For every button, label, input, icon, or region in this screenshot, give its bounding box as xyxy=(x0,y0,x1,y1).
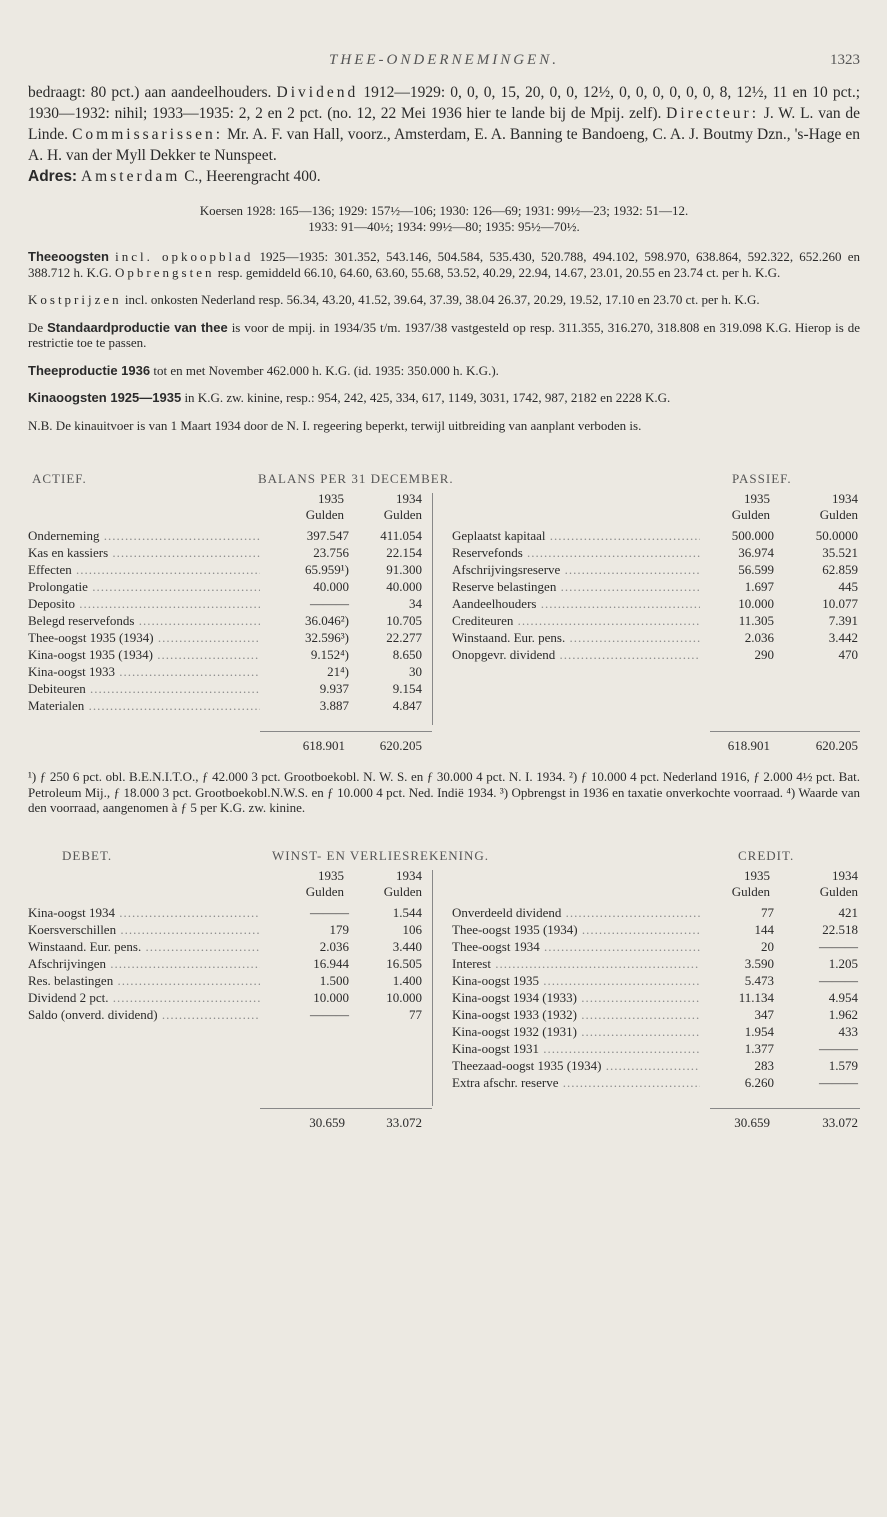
table-row xyxy=(28,1006,860,1023)
row-value-1934: 445 xyxy=(838,579,858,594)
row-value-1934: 1.205 xyxy=(828,955,858,971)
nb-paragraph: N.B. De kinauitvoer is van 1 Maart 1934 door de N. I. regeering beperkt, terwijl uitbreiding van aanplant verboden is. xyxy=(28,417,642,433)
row-label: Onderneming ..... xyxy=(28,527,276,544)
balans-left-col1-header xyxy=(284,491,344,523)
theeoogsten-paragraph xyxy=(28,249,860,280)
row-value-1935: 3.590 xyxy=(708,955,774,972)
winst-right-total-rule xyxy=(710,1108,860,1109)
row-value-1934: 4.847 xyxy=(392,698,422,713)
winst-right-col2-header xyxy=(790,868,858,900)
row-value-1935: 347 xyxy=(708,1006,774,1023)
row-value-1935: 9.937 xyxy=(260,680,349,697)
unit-label: Gulden xyxy=(731,883,770,899)
row-value-1935: 40.000 xyxy=(260,578,349,595)
theeoogsten-incl: incl. opkoopblad xyxy=(115,249,254,264)
balans-right-total-rule xyxy=(710,731,860,732)
row-value-1935: 500.000 xyxy=(708,527,774,544)
koersen-line-2: 1933: 91—40½; 1934: 99½—80; 1935: 95½—70½. xyxy=(308,219,580,234)
row-label: Materialen ..... xyxy=(28,697,276,714)
row-value-1935: 16.944 xyxy=(260,955,349,972)
dividend-text: 1912—1929: 0, 0, 0, 15, 20, 0, 0, 12½, 0, 0, 0, 0, 0, 0, 8, 12½, 11 en 10 pct.; 1930—1932: nihil; 1933—1935: 2, 2 en 2 pct. (no. 12, 22 Mei 1936 hier te lande bij de Mpij. zelf). xyxy=(28,84,860,122)
year-label: 1934 xyxy=(832,491,858,506)
balans-left-total-rule xyxy=(260,731,432,732)
row-value-1935: 20 xyxy=(708,938,774,955)
winst-section xyxy=(28,848,860,1134)
balans-right-title: PASSIEF. xyxy=(732,471,792,486)
row-value-1935: 179 xyxy=(260,921,349,938)
total-value: 30.659 xyxy=(734,1114,770,1130)
row-value-1935: 144 xyxy=(708,921,774,938)
row-label: Kina-oogst 1932 (1931) ..... xyxy=(452,1023,700,1040)
row-value-1935: 21⁴) xyxy=(260,663,349,680)
page xyxy=(28,52,860,1134)
intro-section xyxy=(28,82,860,187)
table-row xyxy=(28,1023,860,1040)
table-row xyxy=(28,663,860,680)
dividend-paragraph xyxy=(28,82,860,166)
row-value-1935: 65.959¹) xyxy=(260,561,349,578)
row-value-1935: 5.473 xyxy=(708,972,774,989)
table-row xyxy=(28,527,860,544)
row-label: Thee-oogst 1935 (1934) ..... xyxy=(28,629,276,646)
winst-left-col1-header xyxy=(284,868,344,900)
row-value-1934: 50.0000 xyxy=(815,528,858,543)
balans-left-total xyxy=(260,737,432,754)
row-label: Deposito ..... xyxy=(28,595,276,612)
row-value-1934: 7.391 xyxy=(828,613,858,628)
row-value-1934: 30 xyxy=(409,664,422,679)
winst-right-title: CREDIT. xyxy=(738,847,795,863)
row-value-1934: 421 xyxy=(838,904,858,920)
row-value-1935: 9.152⁴) xyxy=(260,646,349,663)
unit-label: Gulden xyxy=(305,507,344,522)
winst-left-title: DEBET. xyxy=(62,847,113,863)
row-value-1934: 22.518 xyxy=(822,921,858,937)
commissarissen-label: Commissarissen: xyxy=(72,126,224,143)
balans-footnote: ¹) ƒ 250 6 pct. obl. B.E.N.I.T.O., ƒ 42.000 3 pct. Grootboekobl. N. W. S. en ƒ 30.000 4 pct. N. I. 1934. ²) ƒ 10.000 4 pct. Nederland 1916, ƒ 2.000 4½ pct. Bat. Petroleum Mij., ƒ 18.000 3 pct. Grootboekobl.N.W.S. en ƒ 10.000 4 pct. Ned. Indië 1934. ³) Opbrengst in 1936 en taxatie onverkochte voorraad. ⁴) Waarde van den voorraad, aangenomen à ƒ 5 per K.G. zw. kinine. xyxy=(28,769,860,815)
year-label: 1934 xyxy=(832,867,858,883)
balans-right-col1-header xyxy=(708,491,770,523)
theeoogsten-label: Theeoogsten xyxy=(28,249,109,264)
row-label: Prolongatie ..... xyxy=(28,578,276,595)
year-label: 1935 xyxy=(318,491,344,506)
row-value-1935: ——— xyxy=(260,595,349,612)
kinaoogsten-paragraph xyxy=(28,390,860,406)
row-value-1935: 1.954 xyxy=(708,1023,774,1040)
balans-table xyxy=(28,491,860,759)
total-value: 618.901 xyxy=(727,738,770,753)
directeur-label: Directeur: xyxy=(666,105,759,122)
winst-left-col2-header xyxy=(362,868,422,900)
winst-right-total xyxy=(708,1114,860,1131)
standaard-paragraph xyxy=(28,320,860,351)
unit-label: Gulden xyxy=(819,507,858,522)
kostprijzen-text: incl. onkosten Nederland resp. 56.34, 43.20, 41.52, 39.64, 37.39, 38.04 26.37, 20.29, 19.52, 17.10 en 23.70 ct. per h. K.G. xyxy=(124,292,760,307)
theeproductie-label: Theeproductie 1936 xyxy=(28,362,151,378)
year-label: 1934 xyxy=(396,867,422,883)
directeur-text: J. W. L. van de Linde. xyxy=(28,105,861,143)
unit-label: Gulden xyxy=(731,507,770,522)
kostprijzen-paragraph xyxy=(28,292,860,308)
table-row xyxy=(28,1057,860,1074)
year-label: 1935 xyxy=(744,867,770,883)
kostprijzen-label: Kostprijzen xyxy=(28,292,122,307)
balans-right-total xyxy=(708,737,860,754)
row-value-1934: ——— xyxy=(819,972,858,988)
row-value-1934: 34 xyxy=(409,596,422,611)
row-value-1935: 290 xyxy=(708,646,774,663)
table-row xyxy=(28,646,860,663)
table-row xyxy=(28,629,860,646)
row-label: Kas en kassiers ..... xyxy=(28,544,276,561)
unit-label: Gulden xyxy=(305,883,344,899)
balans-left-title: ACTIEF. xyxy=(32,471,87,486)
row-label: Debiteuren ..... xyxy=(28,680,276,697)
row-label: Aandeelhouders ..... xyxy=(452,595,700,612)
table-row xyxy=(28,680,860,697)
koersen-line-1: Koersen 1928: 165—136; 1929: 157½—106; 1930: 126—69; 1931: 99½—23; 1932: 51—12. xyxy=(199,203,689,218)
kinaoogsten-text: in K.G. zw. kinine, resp.: 954, 242, 425, 334, 617, 1149, 3031, 1742, 987, 2182 en 2228 K.G. xyxy=(184,390,671,405)
row-value-1934: ——— xyxy=(819,938,858,954)
adres-city: Amsterdam xyxy=(80,168,181,185)
row-value-1934: 1.579 xyxy=(828,1057,858,1073)
year-label: 1934 xyxy=(396,491,422,506)
table-row xyxy=(28,972,860,989)
row-label: Effecten ..... xyxy=(28,561,276,578)
row-value-1935: 2.036 xyxy=(260,938,349,955)
row-value-1934: 1.544 xyxy=(392,904,422,920)
row-value-1935: 1.500 xyxy=(260,972,349,989)
row-value-1934: 35.521 xyxy=(822,545,858,560)
page-number: 1323 xyxy=(830,52,860,68)
winst-left-total-rule xyxy=(260,1108,432,1109)
balans-left-col2-header xyxy=(362,491,422,523)
row-label: Onopgevr. dividend ..... xyxy=(452,646,700,663)
total-value: 33.072 xyxy=(386,1114,422,1130)
running-head xyxy=(28,52,860,82)
winst-title: WINST- EN VERLIESREKENING. xyxy=(272,847,490,863)
winst-header xyxy=(28,848,860,868)
row-value-1935: ——— xyxy=(260,904,349,921)
row-label: Kina-oogst 1935 (1934) ..... xyxy=(28,646,276,663)
row-value-1934: 8.650 xyxy=(392,647,422,662)
total-value: 30.659 xyxy=(309,1114,345,1130)
year-label: 1935 xyxy=(744,491,770,506)
row-label: Dividend 2 pct. ..... xyxy=(28,989,276,1006)
table-row xyxy=(28,561,860,578)
table-row xyxy=(28,938,860,955)
row-value-1935: 32.596³) xyxy=(260,629,349,646)
row-value-1934: 3.440 xyxy=(392,938,422,954)
standaard-pre: De xyxy=(28,319,44,335)
row-label: Reserve belastingen ..... xyxy=(452,578,700,595)
table-row xyxy=(28,1074,860,1091)
row-value-1935: 56.599 xyxy=(708,561,774,578)
row-label: Kina-oogst 1933 (1932) ..... xyxy=(452,1006,700,1023)
row-value-1934: 10.000 xyxy=(386,989,422,1005)
row-value-1935: 2.036 xyxy=(708,629,774,646)
total-value: 620.205 xyxy=(815,738,858,753)
row-value-1935: 11.134 xyxy=(708,989,774,1006)
row-value-1934: 106 xyxy=(402,921,422,937)
row-value-1935: 283 xyxy=(708,1057,774,1074)
adres-text: C., Heerengracht 400. xyxy=(184,168,321,185)
row-value-1934: 22.277 xyxy=(386,630,422,645)
row-label: Kina-oogst 1935 ..... xyxy=(452,972,700,989)
row-value-1934: 40.000 xyxy=(386,579,422,594)
row-value-1934: 4.954 xyxy=(828,989,858,1005)
row-value-1934: 3.442 xyxy=(828,630,858,645)
row-label: Afschrijvingen ..... xyxy=(28,955,276,972)
row-label: Theezaad-oogst 1935 (1934) ..... xyxy=(452,1057,700,1074)
row-label: Koersverschillen ..... xyxy=(28,921,276,938)
opbrengsten-text: resp. gemiddeld 66.10, 64.60, 63.60, 55.68, 53.52, 40.29, 22.94, 14.67, 23.01, 20.55 en 23.74 ct. per h. K.G. xyxy=(217,264,781,280)
table-row xyxy=(28,612,860,629)
unit-label: Gulden xyxy=(383,507,422,522)
row-value-1934: 91.300 xyxy=(386,562,422,577)
balans-section xyxy=(28,471,860,759)
koersen-block xyxy=(28,203,860,235)
row-value-1934: 433 xyxy=(838,1023,858,1039)
row-value-1935: 36.974 xyxy=(708,544,774,561)
row-label: Afschrijvingsreserve ..... xyxy=(452,561,700,578)
commissarissen-text: Mr. A. F. van Hall, voorz., Amsterdam, E. A. Banning te Bandoeng, C. A. J. Boutmy Dzn., 's-Hage en A. H. van der Myll Dekker te Nunspeet. xyxy=(28,126,861,164)
row-value-1935: 1.697 xyxy=(708,578,774,595)
row-label: Extra afschr. reserve ..... xyxy=(452,1074,700,1091)
row-value-1934: 411.054 xyxy=(380,528,422,543)
row-value-1934: 9.154 xyxy=(392,681,422,696)
row-value-1934: ——— xyxy=(819,1074,858,1090)
row-value-1935: 3.887 xyxy=(260,697,349,714)
row-value-1935: 10.000 xyxy=(708,595,774,612)
theeproductie-text: tot en met November 462.000 h. K.G. (id. 1935: 350.000 h. K.G.). xyxy=(153,362,499,378)
balans-header xyxy=(28,471,860,491)
year-label: 1935 xyxy=(318,867,344,883)
opbrengsten-label: Opbrengsten xyxy=(115,264,215,280)
row-label: Interest ..... xyxy=(452,955,700,972)
row-value-1935: ——— xyxy=(260,1006,349,1023)
unit-label: Gulden xyxy=(383,883,422,899)
row-value-1935: 36.046²) xyxy=(260,612,349,629)
adres-label: Adres: xyxy=(28,168,78,185)
theeproductie-paragraph xyxy=(28,363,860,379)
dividend-label: Dividend xyxy=(276,84,359,101)
row-value-1934: 22.154 xyxy=(386,545,422,560)
standaard-text: is voor de mpij. in 1934/35 t/m. 1937/38 vastgesteld op resp. 311.355, 316.270, 318.808 en 319.098 K.G. Hierop is de restrictie toe te passen. xyxy=(28,319,861,350)
winst-left-total xyxy=(260,1114,432,1131)
intro-line: bedraagt: 80 pct.) aan aandeelhouders. xyxy=(28,84,272,101)
row-label: Kina-oogst 1934 (1933) ..... xyxy=(452,989,700,1006)
row-value-1935: 10.000 xyxy=(260,989,349,1006)
table-row xyxy=(28,578,860,595)
table-row xyxy=(28,921,860,938)
row-label: Kina-oogst 1931 ..... xyxy=(452,1040,700,1057)
table-row xyxy=(28,989,860,1006)
row-label: Winstaand. Eur. pens. ..... xyxy=(28,938,276,955)
total-value: 618.901 xyxy=(302,738,345,753)
row-value-1934: 1.962 xyxy=(828,1006,858,1022)
table-row xyxy=(28,544,860,561)
standaard-label: Standaardproductie van thee xyxy=(47,319,228,335)
row-label: Saldo (onverd. dividend) ..... xyxy=(28,1006,276,1023)
row-value-1934: ——— xyxy=(819,1040,858,1056)
row-value-1935: 23.756 xyxy=(260,544,349,561)
kinaoogsten-label: Kinaoogsten 1925—1935 xyxy=(28,390,182,405)
row-label: Reservefonds ..... xyxy=(452,544,700,561)
row-value-1935: 77 xyxy=(708,904,774,921)
theeoogsten-text: 1925—1935: 301.352, 543.146, 504.584, 535.430, 520.788, 494.102, 598.970, 638.864, 592.322, 652.260 en 388.712 h. K.G. xyxy=(28,249,860,280)
row-value-1935: 397.547 xyxy=(260,527,349,544)
row-value-1934: 62.859 xyxy=(822,562,858,577)
balans-title: BALANS PER 31 DECEMBER. xyxy=(258,471,454,486)
row-value-1934: 10.705 xyxy=(386,613,422,628)
table-row xyxy=(28,697,860,714)
row-value-1934: 1.400 xyxy=(392,972,422,988)
table-row xyxy=(28,1040,860,1057)
row-label: Kina-oogst 1934 ..... xyxy=(28,904,276,921)
row-value-1934: 77 xyxy=(409,1006,422,1022)
table-row xyxy=(28,904,860,921)
row-label: Crediteuren ..... xyxy=(452,612,700,629)
balans-right-col2-header xyxy=(790,491,858,523)
row-label: Winstaand. Eur. pens. ..... xyxy=(452,629,700,646)
total-value: 620.205 xyxy=(379,738,422,753)
row-label: Geplaatst kapitaal ..... xyxy=(452,527,700,544)
winst-right-col1-header xyxy=(708,868,770,900)
unit-label: Gulden xyxy=(819,883,858,899)
row-label: Onverdeeld dividend ..... xyxy=(452,904,700,921)
table-row xyxy=(28,595,860,612)
row-label: Thee-oogst 1935 (1934) ..... xyxy=(452,921,700,938)
row-value-1935: 6.260 xyxy=(708,1074,774,1091)
running-head-title: THEE-ONDERNEMINGEN. xyxy=(329,52,559,68)
row-value-1935: 1.377 xyxy=(708,1040,774,1057)
table-row xyxy=(28,955,860,972)
row-value-1934: 10.077 xyxy=(822,596,858,611)
adres-line xyxy=(28,166,860,187)
row-label: Kina-oogst 1933 ..... xyxy=(28,663,276,680)
winst-table xyxy=(28,868,860,1134)
total-value: 33.072 xyxy=(822,1114,858,1130)
row-value-1935: 11.305 xyxy=(708,612,774,629)
row-value-1934: 16.505 xyxy=(386,955,422,971)
row-label: Thee-oogst 1934 ..... xyxy=(452,938,700,955)
row-label: Res. belastingen ..... xyxy=(28,972,276,989)
row-label: Belegd reservefonds ..... xyxy=(28,612,276,629)
row-value-1934: 470 xyxy=(838,647,858,662)
